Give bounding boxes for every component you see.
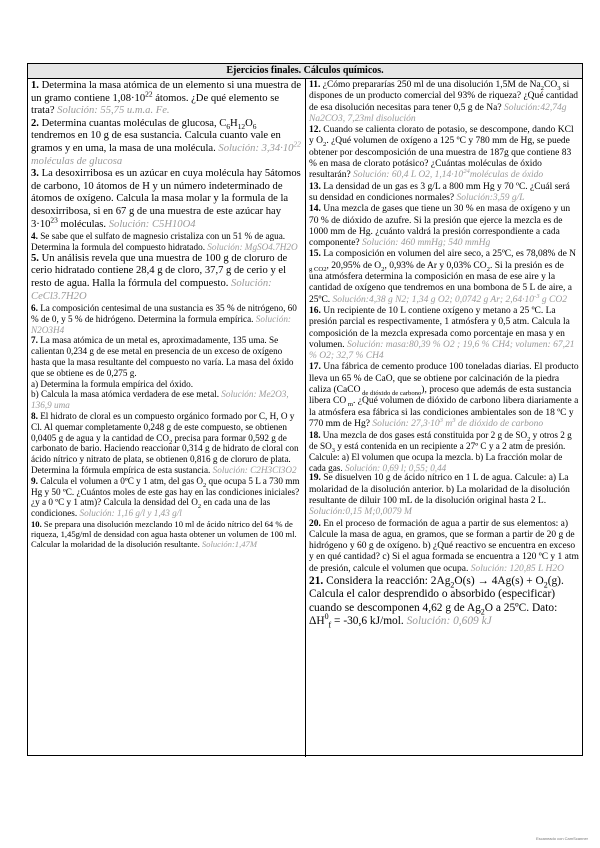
solution-13: Solución:3,59 g/L: [456, 192, 525, 203]
solution-10: Solución:1,47M: [201, 539, 258, 550]
exercise-13: 13. La densidad de un gas es 3 g/L a 800 mm Hg y 70 ºC. ¿Cuál será su densidad en condiciones normales? Solución:3,59 g/L: [309, 181, 570, 203]
exercise-11: 11. ¿Cómo prepararías 250 ml de una disolución 1,5M de $Na_2CO_3$ si dispones de un producto comercial del 93% de riqueza? ¿Qué cantidad de esa disolución necesitas para tener 0,5 g de Na? Solución:42,74g Na2CO3, 7,23ml disolución: [309, 80, 579, 124]
exercise-2: 2. Determina cuantas moléculas de glucosa, $C_6H_{12}O_6$ tendremos en 10 g de esa sustancia. Calcula cuanto vale en gramos y en uma, la masa de una molécula. Solución: $3,34\cdot 10^{22}$ moléculas de glucosa: [31, 117, 301, 167]
exercise-6: 6. La composición centesimal de una sustancia es 35 % de nitrógeno, 60 % de 0, y 5 % de hidrógeno. Determina la formula empírica. Solución: N2O3H4: [31, 303, 297, 335]
exercise-21: 21. Considera la reacción: $2Ag_2O(s) \to 4Ag(s) + O_2(g)$. Calcula el calor desprendido o absorbido (especificar) cuando se descomponen 4,62 g de $Ag_2O$ a 25ºC. Dato: $\Delta H^0_f = -30,6$ kJ/mol. Solución: 0,609 kJ: [309, 575, 564, 630]
exercise-20: 20. En el proceso de formación de agua a partir de sus elementos: a) Calcule la masa de agua, en gramos, que se forman a partir de 20 g de hidrógeno y 60 g de oxígeno. b) ¿Qué reactivo se encuentra en exceso y en qué cantidad? c) Si el agua formada se encuentra a 120 ºC y 1 atm de presión, calcule el volumen que ocupa. Solución: 120,85 L H2O: [309, 518, 579, 574]
exercise-10: 10. Se prepara una disolución mezclando 10 ml de ácido nítrico del 64 % de riqueza, 1,45g/ml de densidad con agua hasta obtener un volumen de 100 ml. Calcular la molaridad de la disolución resultante. Solución:1,47M: [31, 519, 297, 550]
exercise-15: 15. La composición en volumen del aire seco, a 25ºC, es 78,08% de N $_{g CO2}$, 20,95% de $O_2$, 0,93% de Ar y 0,03% $CO_2$. Si la presión es de una atmósfera determina la composición en masa de ese aire y la cantidad de oxígeno que tendremos en una bombona de 5 L de aire, a 25ºC. Solución:4,38 g N2; 1,34 g O2; 0,0742 g Ar; $2,64\cdot 10^{-3}$ g CO2: [309, 249, 577, 305]
solution-21: Solución: 0,609 kJ: [406, 614, 492, 627]
solution-17: Solución: $27,3\cdot 10^3$ $m^3$ de dióxido de carbono: [372, 416, 544, 429]
solution-1: Solución: 55,75 u.m.a. Fe.: [57, 105, 170, 117]
solution-19: Solución:0,15 M;0,0079 M: [309, 507, 412, 518]
solution-7: Solución: Me2O3, 136,9 uma: [31, 389, 289, 411]
exercise-1: 1. Determina la masa atómica de un elemento si una muestra de un gramo contiene $1,08\cdot 10^{22}$ átomos. ¿De qué elemento se trata? Solución: 55,75 u.m.a. Fe.: [31, 80, 302, 117]
solution-20: Solución: 120,85 L H2O: [470, 563, 564, 574]
exercise-4: 4. Se sabe que el sulfato de magnesio cristaliza con un 51 % de agua. Determina la formula del compuesto hidratado. Solución: MgSO4.7H2O: [31, 231, 298, 252]
exercise-16: 16. Un recipiente de 10 L contiene oxígeno y metano a 25 ºC. La presión parcial es respectivamente, 1 atmósfera y 0,5 atm. Calcula la composición de la mezcla expresada como porcentaje en masa y en volumen. Solución: masa:80,39 % O2 ; 19,6 % CH4; volumen: 67,21 % O2; 32,7 % CH4: [309, 305, 575, 362]
solution-3: Solución: C5H10O4: [108, 218, 196, 230]
exercise-5: 5. Un análisis revela que una muestra de 100 g de cloruro de cerio hidratado contiene 28,4 g de cloro, 37,7 g de cerio y el resto de agua. Halla la fórmula del compuesto. Solución: CeCl3.7H2O: [31, 252, 288, 302]
exercise-3: 3. La desoxirribosa es un azúcar en cuya molécula hay 5átomos de carbono, 10 átomos de H y un número indeterminado de átomos de oxígeno. Calcula la masa molar y la formula de la desoxirribosa, si en 67 g de una muestra de este azúcar hay $3\cdot 10^{23}$ moléculas. Solución: C5H10O4: [31, 168, 301, 230]
exercise-sheet: [27, 63, 583, 756]
solution-15: Solución:4,38 g N2; 1,34 g O2; 0,0742 g Ar; $2,64\cdot 10^{-3}$ g CO2: [332, 292, 567, 305]
right-column: [306, 79, 582, 757]
solution-2: Solución: $3,34\cdot 10^{22}$ moléculas de glucosa: [31, 139, 301, 167]
solution-14: Solución: 460 mmHg; 540 mmHg: [362, 238, 491, 249]
exercise-14: 14. Una mezcla de gases que tiene un 30 % en masa de oxígeno y un 70 % de dióxido de azufre. Si la presión que ejerce la mezcla es de 1000 mm de Hg. ¿cuánto valdrá la presión correspondiente a cada componente? Solución: 460 mmHg; 540 mmHg: [309, 204, 571, 249]
solution-12: Solución: 60,4 L O2, $1,14\cdot 10^{24}moléculas$ de óxido: [353, 168, 544, 181]
page-title: Ejercicios finales. Cálculos químicos.: [28, 64, 582, 79]
exercise-9: 9. Calcula el volumen a 0ºC y 1 atm, del gas $O_2$ que ocupa 5 L a 730 mm Hg y 50 ºC. ¿Cuántos moles de este gas hay en las condiciones iniciales? ¿y a 0 ºC y 1 atm)? Calcula la densidad del $O_2$ en cada una de las condiciones. Solución: 1,16 g/l y 1,43 g/l: [31, 475, 300, 519]
solution-6: Solución: N2O3H4: [31, 313, 291, 335]
solution-8: Solución: C2H3Cl3O2: [212, 465, 297, 476]
left-column: [28, 79, 306, 757]
scanner-watermark: Escaneado con CamScanner: [535, 836, 588, 841]
exercise-7: 7. La masa atómica de un metal es, aproximadamente, 135 uma. Se calientan 0,234 g de ese metal en presencia de un exceso de oxígeno hasta que la masa resultante del compuesto no varía. La masa del óxido que se obtiene es de 0,275 g. a) Determina la formula empírica del óxido. b) Calcula la masa atómica verdadera de ese metal. Solución: Me2O3, 136,9 uma: [31, 335, 294, 411]
solution-9: Solución: 1,16 g/l y 1,43 g/l: [79, 508, 182, 519]
exercise-18: 18. Una mezcla de dos gases está constituida por 2 g de $SO_2$ y otros 2 g de $SO_3$ y está contenida en un recipiente a 27º C y a 2 atm de presión. Calcule: a) El volumen que ocupa la mezcla. b) La fracción molar de cada gas. Solución: 0,69 l; 0,55; 0,44: [309, 430, 572, 473]
exercise-19: 19. Se disuelven 10 g de ácido nítrico en 1 L de agua. Calcule: a) La molaridad de la disolución anterior. b) La molaridad de la disolución resultante de diluir 100 mL de la disolución original hasta 2 L. Solución:0,15 M;0,0079 M: [309, 473, 570, 518]
exercise-17: 17. Una fábrica de cemento produce 100 toneladas diarias. El producto lleva un 65 % de CaO, que se obtiene por calcinación de la piedra caliza (CaCO $_{de dióxido de carbono}$), proceso que además de esta sustancia libera CO $_m$. ¿Qué volumen de dióxido de carbono libera diariamente a la atmósfera esa fábrica si las condiciones ambientales son de 18 ºC y 770 mm de Hg? Solución: $27,3\cdot 10^3$ $m^3$ de dióxido de carbono: [309, 362, 579, 429]
solution-4: Solución: MgSO4.7H2O: [207, 241, 298, 252]
exercise-8: 8. El hidrato de cloral es un compuesto orgánico formado por C, H, O y Cl. Al quemar completamente 0,248 g de este compuesto, se obtienen 0,0405 g de agua y la cantidad de $CO_2$ precisa para formar 0,592 g de carbonato de bario. Haciendo reaccionar 0,314 g de hidrato de cloral con ácido nítrico y nitrato de plata, se obtienen 0,816 g de cloruro de plata. Determina la fórmula empírica de esta sustancia. Solución: C2H3Cl3O2: [31, 411, 299, 476]
exercise-12: 12. Cuando se calienta clorato de potasio, se descompone, dando KCl y $O_2$. ¿Qué volumen de oxígeno a 125 ºC y 780 mm de Hg, se puede obtener por descomposición de una muestra de 187g que contiene 83 % en masa de clorato potásico? ¿Cuántas moléculas de óxido resultarán? Solución: 60,4 L O2, $1,14\cdot 10^{24}moléculas$ de óxido: [309, 125, 574, 181]
solution-16: Solución: masa:80,39 % O2 ; 19,6 % CH4; volumen: 67,21 % O2; 32,7 % CH4: [309, 339, 575, 362]
solution-11: Solución:42,74g Na2CO3, 7,23ml disolución: [309, 102, 567, 124]
solution-5: Solución: CeCl3.7H2O: [31, 277, 272, 302]
solution-18: Solución: 0,69 l; 0,55; 0,44: [344, 462, 447, 473]
